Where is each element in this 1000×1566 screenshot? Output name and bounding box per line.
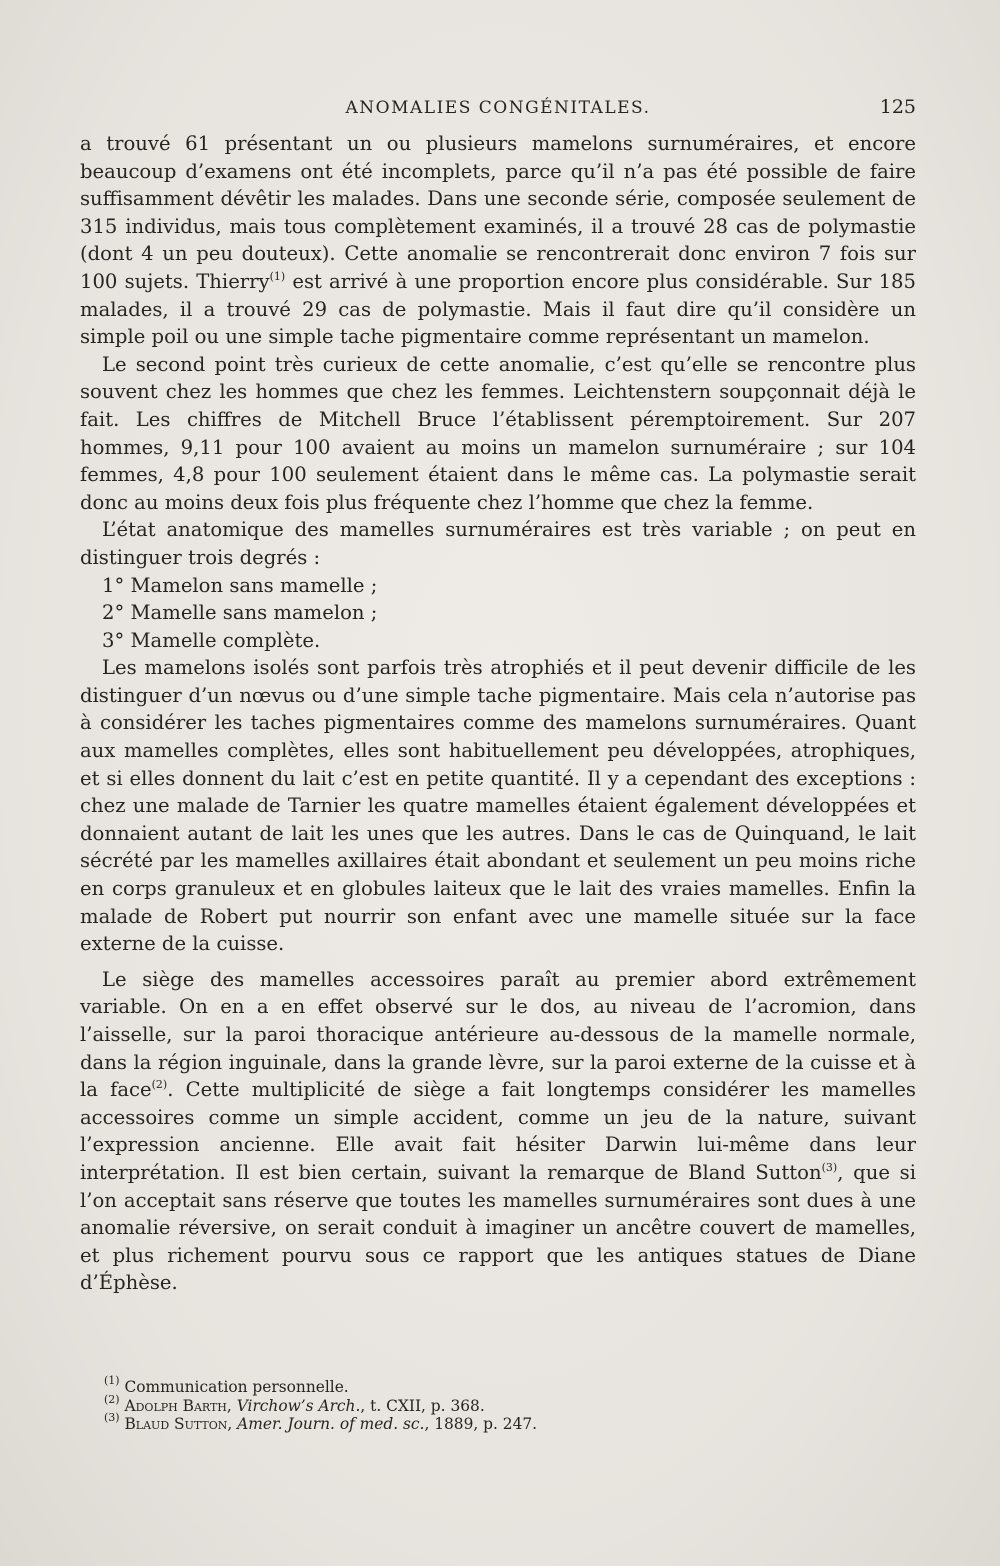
paragraph-1	[80, 130, 916, 351]
paragraph-1-text-b: est arrivé à une proportion encore plus considérable. Sur 185 malades, il a trouvé 29 cas de polymastie. Mais il faut dire qu’il considère un simple poil ou une simple tache pigmentaire comme représentant un mamelon.	[80, 269, 916, 349]
list-item-3: 3° Mamelle complète.	[102, 628, 321, 652]
paragraph-5-text-b: . Cette multiplicité de siège a fait longtemps considérer les mamelles accessoires comme un simple accident, comme un jeu de la nature, suivant l’expression ancienne. Elle avait fait hésiter Darwin lui-même dans leur interprétation. Il est bien certain, suivant la remarque de Bland Sutton	[80, 1078, 916, 1184]
footnote-mark-2: (2)	[104, 1392, 120, 1406]
body-text	[80, 130, 916, 1297]
paragraph-5-text-a: Le siège des mamelles accessoires paraît au premier abord extrêmement variable. On en a en effet observé sur le dos, au niveau de l’acromion, dans l’aisselle, sur la paroi thoracique antérieure au-dessous de la mamelle normale, dans la région inguinale, dans la grande lèvre, sur la paroi externe de la cuisse et à la face	[80, 967, 916, 1102]
footnote-ref-1: (1)	[269, 269, 286, 283]
footnote-3	[104, 1411, 904, 1434]
footnote-2-journal: Virchow’s Arch.	[236, 1396, 361, 1415]
footnote-3-ref: , 1889, p. 247.	[424, 1415, 538, 1434]
list-item-1: 1° Mamelon sans mamelle ;	[102, 573, 378, 597]
list-item-2: 2° Mamelle sans mamelon ;	[102, 601, 378, 625]
paragraph-3: L’état anatomique des mamelles surnuméraires est très variable ; on peut en distinguer trois degrés :	[80, 518, 916, 569]
paragraph-5	[80, 966, 916, 1297]
page-header	[80, 94, 916, 122]
footnote-mark-1: (1)	[104, 1374, 120, 1387]
running-title: ANOMALIES CONGÉNITALES.	[345, 98, 651, 118]
footnote-2-ref: , t. CXII, p. 368.	[360, 1396, 485, 1415]
paragraph-1-text-a: a trouvé 61 présentant un ou plusieurs mamelons surnuméraires, et encore beaucoup d’examens ont été incomplets, parce qu’il n’a pas été possible de faire suffisamment dévêtir les malades. Dans une seconde série, composée seulement de 315 individus, mais tous complètement examinés, il a trouvé 28 cas de polymastie (dont 4 un peu douteux). Cette anomalie se rencontrerait donc environ 7 fois sur 100 sujets. Thierry	[80, 132, 916, 293]
paragraph-4: Les mamelons isolés sont parfois très atrophiés et il peut devenir difficile de les distinguer d’un nœvus ou d’une simple tache pigmentaire. Mais cela n’autorise pas à considérer les taches pigmentaires comme des mamelons surnuméraires. Quant aux mamelles complètes, elles sont habituellement peu développées, atrophiques, et si elles donnent du lait c’est en petite quantité. Il y a cependant des exceptions : chez une malade de Tarnier les quatre mamelles étaient également développées et donnaient autant de lait les unes que les autres. Dans le cas de Quinquand, le lait sécrété par les mamelles axillaires était abondant et seulement un peu moins riche en corps granuleux et en globules laiteux que le lait des vraies mamelles. Enfin la malade de Robert put nourrir son enfant avec une mamelle située sur la face externe de la cuisse.	[80, 656, 916, 956]
footnote-1	[104, 1374, 904, 1397]
paragraph-2: Le second point très curieux de cette anomalie, c’est qu’elle se rencontre plus souvent chez les hommes que chez les femmes. Leichtenstern soupçonnait déjà le fait. Les chiffres de Mitchell Bruce l’établissent péremptoirement. Sur 207 hommes, 9,11 pour 100 avaient au moins un mamelon surnuméraire ; sur 104 femmes, 4,8 pour 100 seulement étaient dans le même cas. La polymastie serait donc au moins deux fois plus fréquente chez l’homme que chez la femme.	[80, 352, 916, 514]
footnote-ref-2: (2)	[151, 1078, 168, 1092]
footnote-1-text: Communication personnelle.	[119, 1378, 349, 1396]
page-number: 125	[879, 96, 916, 118]
footnote-3-author: Blaud Sutton,	[119, 1415, 238, 1434]
footnote-ref-3: (3)	[821, 1160, 838, 1174]
paragraph-5-text-c: , que si l’on acceptait sans réserve que toutes les mamelles surnuméraires sont dues à une anomalie réversive, on serait conduit à imaginer un ancêtre couvert de mamelles, et plus richement pourvu sous ce rapport que les antiques statues de Diane d’Éphèse.	[80, 1160, 917, 1295]
footnote-2	[104, 1392, 904, 1416]
footnotes	[104, 1374, 904, 1434]
footnote-2-author: Adolph Barth,	[119, 1396, 237, 1415]
footnote-3-journal: Amer. Journ. of med. sc.	[237, 1415, 425, 1434]
footnote-mark-3: (3)	[104, 1411, 120, 1425]
